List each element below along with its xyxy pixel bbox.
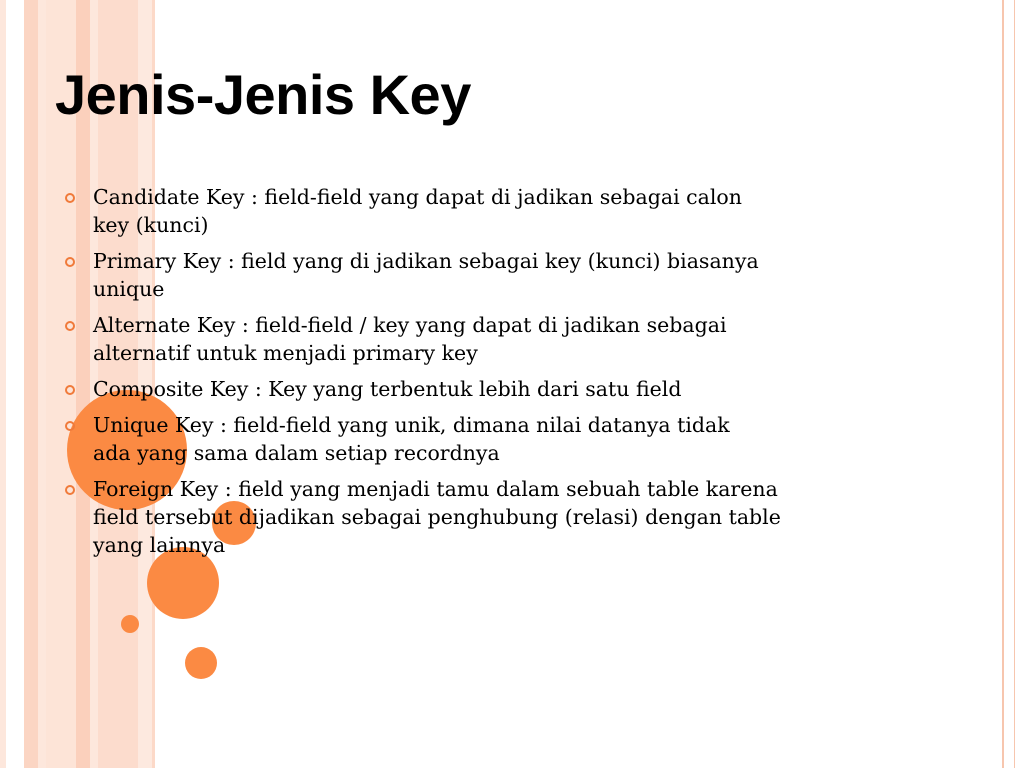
bullet-list — [60, 183, 890, 567]
decorative-border-line — [1002, 0, 1004, 768]
bullet-line: Primary Key : field yang di jadikan sebagai key (kunci) biasanya — [93, 249, 759, 273]
bullet-circle-icon — [65, 421, 75, 431]
bullet-line: key (kunci) — [93, 213, 209, 237]
bullet-circle-icon — [65, 257, 75, 267]
bullet-item-candidate-key — [60, 183, 890, 239]
slide-title: Jenis-Jenis Key — [55, 63, 471, 126]
decorative-stripe — [6, 0, 24, 768]
bullet-line: Foreign Key : field yang menjadi tamu dalam sebuah table karena — [93, 477, 778, 501]
bullet-item-unique-key — [60, 411, 890, 467]
bullet-item-primary-key — [60, 247, 890, 303]
bullet-line: Unique Key : field-field yang unik, dimana nilai datanya tidak — [93, 413, 730, 437]
bullet-line: Composite Key : Key yang terbentuk lebih dari satu field — [93, 377, 682, 401]
bullet-circle-icon — [65, 385, 75, 395]
decorative-stripe — [24, 0, 38, 768]
bullet-line: Candidate Key : field-field yang dapat di jadikan sebagai calon — [93, 185, 742, 209]
bullet-line: Alternate Key : field-field / key yang dapat di jadikan sebagai — [93, 313, 727, 337]
bullet-circle-icon — [65, 485, 75, 495]
decorative-circle — [121, 615, 139, 633]
bullet-item-foreign-key — [60, 475, 890, 559]
bullet-line: ada yang sama dalam setiap recordnya — [93, 441, 500, 465]
bullet-item-composite-key — [60, 375, 890, 403]
bullet-line: alternatif untuk menjadi primary key — [93, 341, 478, 365]
bullet-circle-icon — [65, 193, 75, 203]
decorative-border-line — [1014, 0, 1015, 768]
decorative-stripe — [38, 0, 46, 768]
bullet-line: field tersebut dijadikan sebagai penghubung (relasi) dengan table — [93, 505, 781, 529]
bullet-line: unique — [93, 277, 165, 301]
bullet-line: yang lainnya — [93, 533, 226, 557]
bullet-item-alternate-key — [60, 311, 890, 367]
decorative-circle — [185, 647, 217, 679]
bullet-circle-icon — [65, 321, 75, 331]
